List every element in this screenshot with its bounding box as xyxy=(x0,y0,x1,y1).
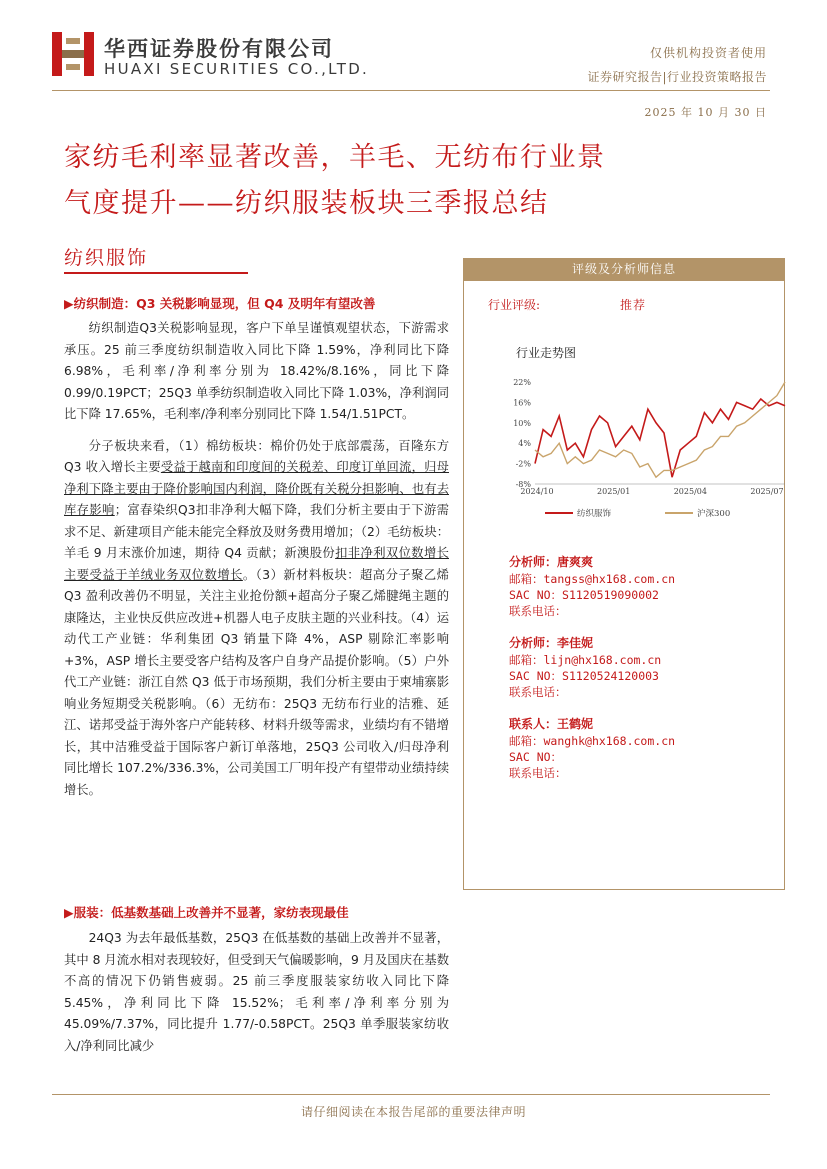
series-line-2 xyxy=(535,382,785,477)
legend-label: 沪深300 xyxy=(697,509,731,519)
header-divider xyxy=(52,90,770,91)
x-tick-label: 2025/01 xyxy=(597,487,631,496)
report-date: 2025 年 10 月 30 日 xyxy=(644,106,767,119)
audience-note: 仅供机构投资者使用 xyxy=(649,46,767,60)
y-tick-label: 10% xyxy=(513,418,531,428)
analyst-2-sac: SAC NO：S1120524120003 xyxy=(509,669,659,683)
section2-heading: ▶服装：低基数基础上改善并不显著，家纺表现最佳 xyxy=(64,905,349,920)
section1-paragraph-2 xyxy=(64,436,449,802)
analyst-2-name: 分析师：李佳妮 xyxy=(509,636,594,650)
company-name-en: HUAXI SECURITIES CO.,LTD. xyxy=(104,60,370,78)
analyst-3-sac: SAC NO： xyxy=(509,750,563,764)
analyst-1-name: 分析师：唐爽爽 xyxy=(509,555,594,569)
company-logo-icon xyxy=(52,32,94,76)
rating-label: 行业评级: xyxy=(488,298,541,312)
section1-heading: ▶纺织制造：Q3 关税影响显现，但 Q4 及明年有望改善 xyxy=(64,296,376,311)
y-tick-label: -2% xyxy=(515,459,531,469)
x-tick-label: 2024/10 xyxy=(520,487,554,496)
footer-divider xyxy=(52,1094,770,1095)
x-tick-label: 2025/07 xyxy=(750,487,784,496)
analyst-1-sac: SAC NO：S1120519090002 xyxy=(509,588,659,602)
y-tick-label: 22% xyxy=(513,378,531,387)
section2-paragraph-1: 24Q3 为去年最低基数，25Q3 在低基数的基础上改善并不显著，其中 8 月流水相对表现较好，但受到天气偏暖影响，9 月及国庆在基数不高的情况下仍销售疲弱。25 前三季度服装家纺收入同比下降 5.45%，净利同比下降 15.52%；毛利率/净利率分别为 45.09%/7.37%，同比提升 1.77/-0.58PCT。25Q3 单季服装家纺收入/净利同比减少 xyxy=(64,931,449,1053)
title-line-1: 家纺毛利率显著改善，羊毛、无纺布行业景 xyxy=(64,142,606,173)
analyst-2-phone: 联系电话： xyxy=(509,685,567,699)
p2-part-b: ；富春染织Q3扣非净利大幅下降，我们分析主要由于下游需求不足、新建项目产能未能完全释放及财务费用增加；（2）毛纺板块：羊毛 9 月末涨价加速，期待 Q4 贡献；新澳股份 xyxy=(64,503,449,560)
section1-paragraph-1: 纺织制造Q3关税影响显现，客户下单呈谨慎观望状态，下游需求承压。25 前三季度纺织制造收入同比下降 1.59%，净利同比下降 6.98%，毛利率/净利率分别为 18.42%/8.16%，同比下降 0.99/0.19PCT；25Q3 单季纺织制造收入同比下降 1.03%，净利润同比下降 17.65%，毛利率/净利率分别同比下降 1.54/1.51PCT。 xyxy=(64,321,449,421)
analyst-1-phone: 联系电话： xyxy=(509,604,567,618)
sector-label: 纺织服饰 xyxy=(64,247,149,269)
analyst-2-email[interactable]: 邮箱：lijn@hx168.com.cn xyxy=(509,653,662,667)
analyst-1-email[interactable]: 邮箱：tangss@hx168.com.cn xyxy=(509,572,676,586)
report-type: 证券研究报告|行业投资策略报告 xyxy=(587,70,767,84)
x-tick-label: 2025/04 xyxy=(673,487,707,496)
analyst-3-phone: 联系电话： xyxy=(509,766,567,780)
y-tick-label: 4% xyxy=(518,439,531,449)
p2-underline-2: 扣非净利双位数增长主要受益于羊绒业务双位数增长 xyxy=(64,546,449,582)
rating-value: 推荐 xyxy=(620,298,647,312)
section2-body xyxy=(64,928,449,1057)
panel-header: 评级及分析师信息 xyxy=(463,258,785,281)
trend-label: 行业走势图 xyxy=(516,346,577,360)
legend-label: 纺织服饰 xyxy=(577,509,612,519)
legal-notice[interactable]: 请仔细阅读在本报告尾部的重要法律声明 xyxy=(300,1105,526,1119)
report-title xyxy=(64,135,784,227)
trend-chart xyxy=(505,372,795,522)
p2-part-c: 。（3）新材料板块：超高分子聚乙烯 Q3 盈利改善仍不明显，关注主业抢份额+超高分子聚乙烯腱绳主题的康隆达，主业快反供应改进+机器人电子皮肤主题的兴业科技。（4）运动代工产业链：华利集团 Q3 销量下降 4%，ASP 剔除汇率影响+3%，ASP 增长主要受客户结构及客户自身产品提价影响。（5）户外代工产业链：浙江自然 Q3 低于市场预期，我们分析主要由于柬埔寨影响业务短期受关税影响。（6）无纺布：25Q3 无纺布行业的洁雅、延江、诺邦受益于海外客户产能转移、材料升级等需求，业绩均有不错增长，其中洁雅受益于国际客户新订单落地，25Q3 公司收入/归母净利同比增长 107.2%/336.3%，公司美国工厂明年投产有望带动业绩持续增长。 xyxy=(64,567,449,797)
sector-underline xyxy=(64,272,248,274)
section1-body xyxy=(64,318,449,801)
title-line-2: 气度提升——纺织服装板块三季报总结 xyxy=(64,188,549,219)
y-tick-label: 16% xyxy=(513,398,531,408)
p2-part-a: 分子板块来看，（1）棉纺板块：棉价仍处于底部震荡，百隆东方 Q3 收入增长主要 xyxy=(64,438,449,474)
analyst-3-email[interactable]: 邮箱：wanghk@hx168.com.cn xyxy=(509,734,676,748)
y-tick-label: -8% xyxy=(515,480,531,489)
p2-underline-1: 受益于越南和印度间的关税差、印度订单回流，归母净利下降主要由于降价影响国内利润，降价既有关税分担影响、也有去库存影响 xyxy=(64,460,449,517)
company-name-cn: 华西证券股份有限公司 xyxy=(104,37,334,61)
series-line-1 xyxy=(535,399,785,477)
analyst-3-name: 联系人：王鹤妮 xyxy=(509,717,594,731)
